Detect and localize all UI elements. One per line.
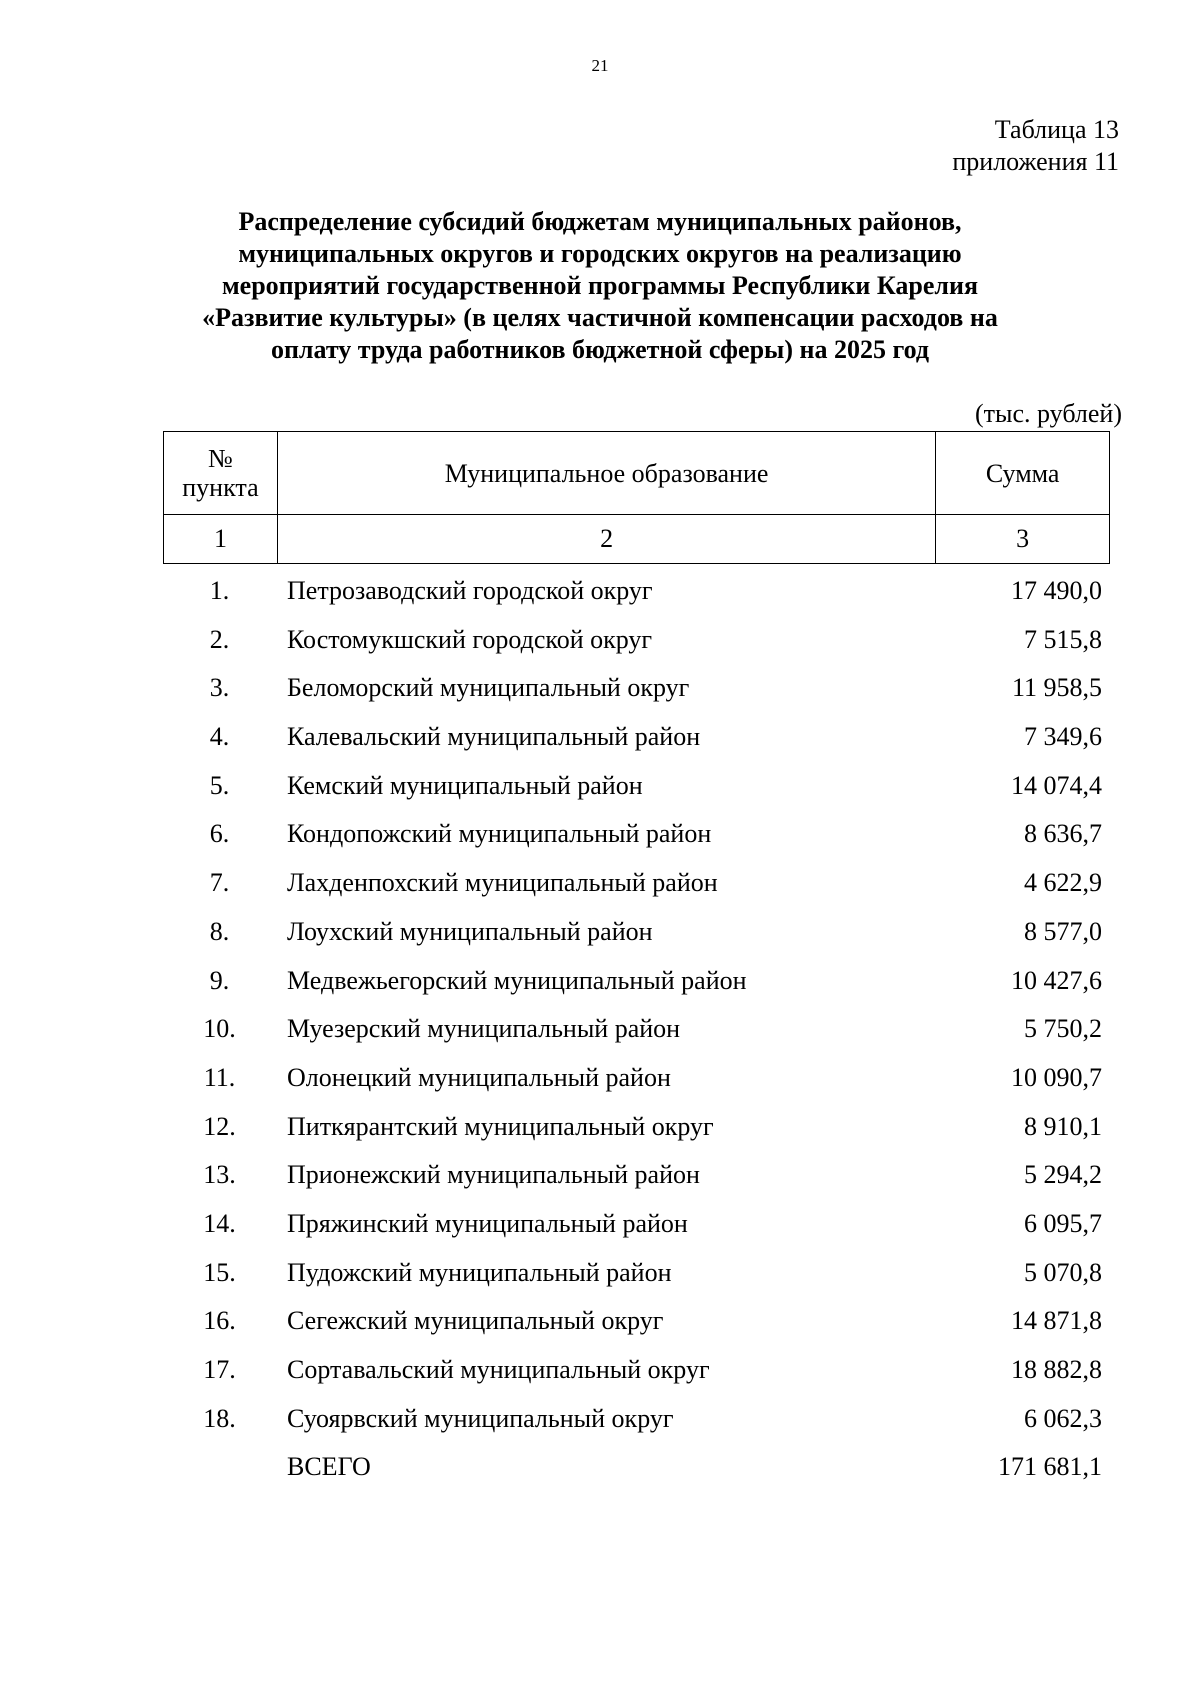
table-ref-line1: Таблица 13	[994, 115, 1119, 144]
row-name: Лахденпохский муниципальный район	[287, 868, 718, 898]
row-sum: 5 294,2	[1024, 1160, 1102, 1190]
table-row	[163, 1200, 1110, 1249]
row-name: Муезерский муниципальный район	[287, 1014, 681, 1044]
row-number: 7.	[209, 868, 230, 898]
column-numbers-row	[164, 515, 1110, 564]
row-sum: 4 622,9	[1024, 868, 1102, 898]
header-num-line2: пункта	[182, 473, 259, 502]
table-row	[163, 908, 1110, 957]
row-number: 11.	[203, 1062, 236, 1092]
table-row	[163, 1151, 1110, 1200]
table-row	[163, 1054, 1110, 1103]
row-number: 2.	[209, 624, 230, 654]
table-row	[163, 1005, 1110, 1054]
row-name: Костомукшский городской округ	[287, 624, 653, 654]
column-number-1: 1	[164, 515, 278, 564]
row-number: 4.	[209, 722, 230, 752]
title-line-4: «Развитие культуры» (в целях частичной компенсации расходов на	[202, 303, 998, 332]
table-row	[163, 859, 1110, 908]
table-ref-line2: приложения 11	[952, 147, 1119, 176]
total-label: ВСЕГО	[287, 1452, 371, 1482]
header-name: Муниципальное образование	[277, 432, 935, 515]
row-sum: 8 910,1	[1024, 1111, 1102, 1141]
row-name: Кемский муниципальный район	[287, 770, 643, 800]
row-number: 13.	[203, 1160, 236, 1190]
row-sum: 10 427,6	[1011, 965, 1102, 995]
row-number: 10.	[203, 1014, 236, 1044]
row-name: Петрозаводский городской округ	[287, 576, 653, 605]
title-line-2: муниципальных округов и городских округов на реализацию	[238, 239, 962, 268]
row-name: Лоухский муниципальный район	[287, 916, 653, 946]
table-row	[163, 810, 1110, 859]
title-line-3: мероприятий государственной программы Республики Карелия	[221, 271, 979, 300]
row-sum: 17 490,0	[1011, 576, 1102, 605]
row-name: Сегежский муниципальный округ	[287, 1306, 664, 1336]
row-sum: 5 070,8	[1024, 1257, 1102, 1287]
document-title	[150, 206, 1050, 366]
row-name: Сортавальский муниципальный округ	[287, 1355, 710, 1384]
row-sum: 8 577,0	[1024, 916, 1102, 946]
table-row	[163, 616, 1110, 665]
row-number: 16.	[203, 1306, 236, 1336]
row-name: Калевальский муниципальный район	[287, 722, 701, 752]
table-row	[163, 567, 1110, 616]
row-sum: 11 958,5	[1011, 673, 1102, 703]
row-number: 15.	[203, 1257, 236, 1287]
row-sum: 6 095,7	[1024, 1208, 1102, 1238]
table-row	[163, 1346, 1110, 1395]
table-row	[163, 957, 1110, 1006]
row-sum: 14 871,8	[1011, 1306, 1102, 1336]
total-sum: 171 681,1	[998, 1452, 1102, 1482]
row-number: 18.	[203, 1403, 236, 1433]
table-row	[163, 664, 1110, 713]
row-name: Пряжинский муниципальный район	[287, 1208, 688, 1238]
row-sum: 18 882,8	[1011, 1355, 1102, 1384]
row-number: 14.	[203, 1208, 236, 1238]
table-body	[163, 567, 1110, 1492]
table-row	[163, 762, 1110, 811]
column-number-3: 3	[936, 515, 1110, 564]
table-header	[163, 431, 1110, 564]
row-sum: 7 349,6	[1024, 722, 1102, 752]
total-row	[163, 1443, 1110, 1492]
row-number: 12.	[203, 1111, 236, 1141]
row-number: 9.	[209, 965, 230, 995]
row-number: 1.	[209, 576, 230, 605]
table-reference	[952, 114, 1119, 178]
table-row	[163, 1249, 1110, 1298]
row-number: 17.	[203, 1355, 236, 1384]
header-num-line1: №	[208, 444, 233, 473]
row-name: Пудожский муниципальный район	[287, 1257, 672, 1287]
table-row	[163, 713, 1110, 762]
header-sum: Сумма	[936, 432, 1110, 515]
table-row	[163, 1395, 1110, 1444]
title-line-1: Распределение субсидий бюджетам муниципальных районов,	[238, 207, 962, 236]
row-name: Суоярвский муниципальный округ	[287, 1403, 674, 1433]
page-number: 21	[591, 56, 609, 75]
row-number: 6.	[209, 819, 230, 849]
table-row	[163, 1297, 1110, 1346]
row-sum: 14 074,4	[1011, 770, 1102, 800]
row-name: Беломорский муниципальный округ	[287, 673, 690, 703]
row-name: Прионежский муниципальный район	[287, 1160, 700, 1190]
row-name: Питкярантский муниципальный округ	[287, 1111, 714, 1141]
row-name: Кондопожский муниципальный район	[287, 819, 712, 849]
row-number: 8.	[209, 916, 230, 946]
row-name: Олонецкий муниципальный район	[287, 1062, 671, 1092]
row-sum: 7 515,8	[1024, 624, 1102, 654]
row-sum: 5 750,2	[1024, 1014, 1102, 1044]
row-number: 3.	[209, 673, 230, 703]
column-number-2: 2	[277, 515, 935, 564]
row-sum: 8 636,7	[1024, 819, 1102, 849]
title-line-5: оплату труда работников бюджетной сферы) на 2025 год	[270, 335, 930, 364]
row-sum: 10 090,7	[1011, 1062, 1102, 1092]
row-name: Медвежьегорский муниципальный район	[287, 965, 747, 995]
units-label: (тыс. рублей)	[974, 399, 1122, 428]
row-sum: 6 062,3	[1024, 1403, 1102, 1433]
row-number: 5.	[209, 770, 230, 800]
header-num	[164, 432, 278, 515]
header-row	[164, 432, 1110, 515]
table-row	[163, 1103, 1110, 1152]
